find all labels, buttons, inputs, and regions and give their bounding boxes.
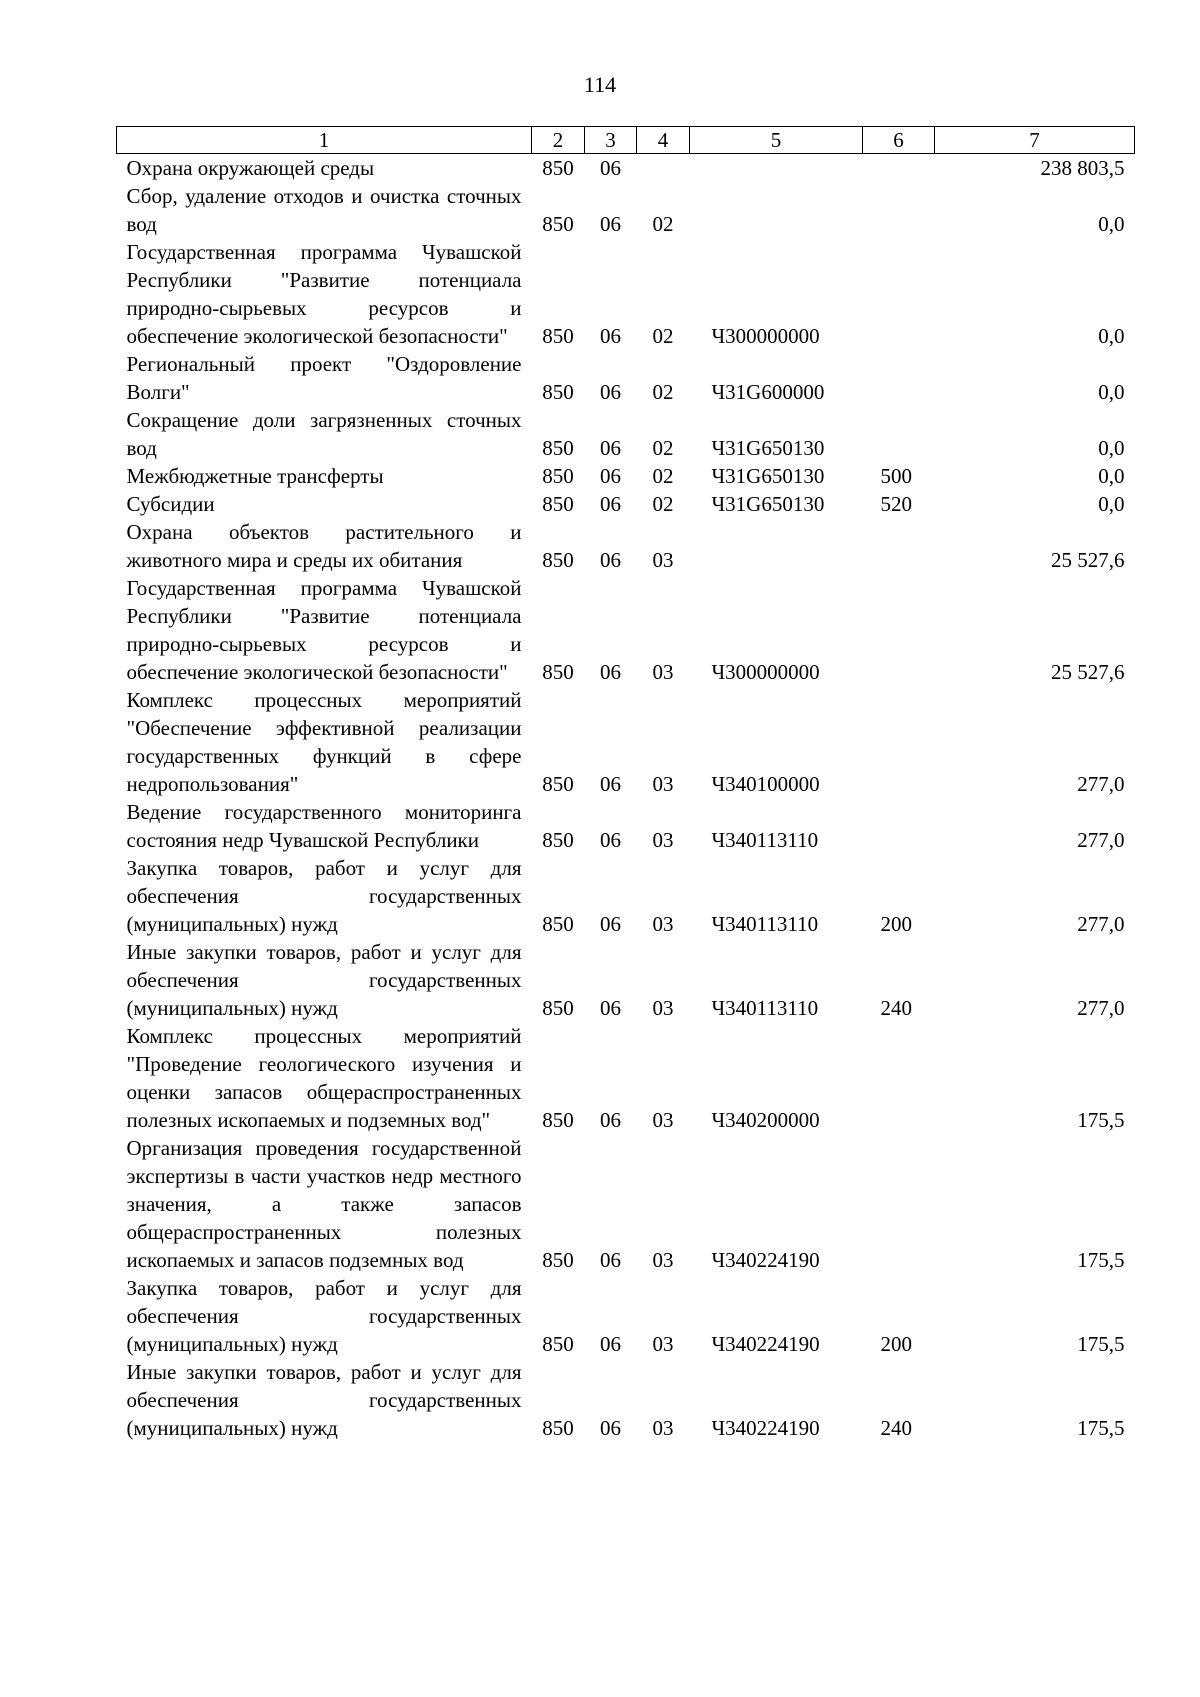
row-expense-type bbox=[863, 686, 935, 798]
row-subsection: 02 bbox=[652, 464, 674, 488]
row-amount: 0,0 bbox=[1098, 380, 1125, 404]
row-target-article: Ч340224190 bbox=[711, 1248, 820, 1272]
row-expense-type bbox=[863, 798, 935, 854]
row-subsection: 03 bbox=[652, 1108, 674, 1132]
row-target-article: Ч340224190 bbox=[711, 1332, 820, 1356]
row-name: Комплекс процессных мероприятий "Проведение геологического изучения и оценки запасов общераспространенных полезных ископаемых и подземных вод" bbox=[126, 1024, 522, 1132]
row-name: Закупка товаров, работ и услуг для обеспечения государственных (муниципальных) нужд bbox=[126, 1276, 522, 1356]
header-col-4: 4 bbox=[637, 127, 690, 154]
row-name: Охрана объектов растительного и животного мира и среды их обитания bbox=[126, 520, 522, 572]
row-amount: 238 803,5 bbox=[1040, 156, 1125, 180]
row-section: 06 bbox=[600, 1248, 621, 1272]
row-name: Сбор, удаление отходов и очистка сточных вод bbox=[126, 184, 522, 236]
row-name: Государственная программа Чувашской Республики "Развитие потенциала природно-сырьевых ресурсов и обеспечение экологической безопасности" bbox=[126, 576, 522, 684]
row-expense-type bbox=[863, 1134, 935, 1274]
row-name: Сокращение доли загрязненных сточных вод bbox=[126, 408, 522, 460]
row-target-article bbox=[690, 154, 863, 183]
row-amount: 277,0 bbox=[1077, 996, 1125, 1020]
row-section: 06 bbox=[600, 772, 621, 796]
row-section: 06 bbox=[600, 492, 621, 516]
row-admin-code: 850 bbox=[542, 436, 574, 460]
row-section: 06 bbox=[600, 156, 621, 180]
row-expense-type bbox=[863, 1022, 935, 1134]
row-target-article: Ч340113110 bbox=[711, 912, 819, 936]
header-col-5: 5 bbox=[690, 127, 863, 154]
row-section: 06 bbox=[600, 912, 621, 936]
row-expense-type: 500 bbox=[880, 464, 912, 488]
row-name: Комплекс процессных мероприятий "Обеспечение эффективной реализации государственных функций в сфере недропользования" bbox=[126, 688, 522, 796]
row-expense-type: 200 bbox=[880, 912, 912, 936]
row-expense-type: 240 bbox=[880, 996, 912, 1020]
row-expense-type bbox=[863, 406, 935, 462]
row-name: Иные закупки товаров, работ и услуг для обеспечения государственных (муниципальных) нужд bbox=[126, 940, 522, 1020]
row-section: 06 bbox=[600, 1332, 621, 1356]
row-admin-code: 850 bbox=[542, 492, 574, 516]
row-subsection: 02 bbox=[652, 212, 674, 236]
row-target-article: Ч300000000 bbox=[711, 660, 820, 684]
row-name: Закупка товаров, работ и услуг для обеспечения государственных (муниципальных) нужд bbox=[126, 856, 522, 936]
table-row bbox=[117, 798, 1135, 854]
row-section: 06 bbox=[600, 436, 621, 460]
row-section: 06 bbox=[600, 1416, 621, 1440]
row-target-article: Ч31G600000 bbox=[711, 380, 825, 404]
row-target-article: Ч31G650130 bbox=[711, 436, 825, 460]
row-subsection: 03 bbox=[652, 996, 674, 1020]
table-row bbox=[117, 406, 1135, 462]
table-row bbox=[117, 1022, 1135, 1134]
row-amount: 277,0 bbox=[1077, 912, 1125, 936]
row-admin-code: 850 bbox=[542, 324, 574, 348]
row-target-article: Ч340113110 bbox=[711, 996, 819, 1020]
row-target-article: Ч31G650130 bbox=[711, 492, 825, 516]
row-expense-type bbox=[863, 238, 935, 350]
row-subsection: 03 bbox=[652, 660, 674, 684]
row-subsection: 03 bbox=[652, 828, 674, 852]
row-subsection: 02 bbox=[652, 324, 674, 348]
row-section: 06 bbox=[600, 828, 621, 852]
row-subsection: 03 bbox=[652, 1416, 674, 1440]
table-row bbox=[117, 350, 1135, 406]
row-admin-code: 850 bbox=[542, 912, 574, 936]
row-subsection: 03 bbox=[652, 912, 674, 936]
row-target-article: Ч300000000 bbox=[711, 324, 820, 348]
row-target-article bbox=[690, 182, 863, 238]
row-admin-code: 850 bbox=[542, 1332, 574, 1356]
row-subsection: 02 bbox=[652, 380, 674, 404]
row-expense-type bbox=[863, 182, 935, 238]
row-subsection: 02 bbox=[652, 436, 674, 460]
row-target-article: Ч340224190 bbox=[711, 1416, 820, 1440]
header-col-2: 2 bbox=[532, 127, 585, 154]
table-row bbox=[117, 154, 1135, 183]
row-amount: 277,0 bbox=[1077, 772, 1125, 796]
header-row bbox=[117, 127, 1135, 154]
row-name: Организация проведения государственной экспертизы в части участков недр местного значения, а также запасов общераспространенных полезных ископаемых и запасов подземных вод bbox=[126, 1136, 522, 1272]
row-subsection: 03 bbox=[652, 1248, 674, 1272]
row-admin-code: 850 bbox=[542, 380, 574, 404]
row-name: Государственная программа Чувашской Республики "Развитие потенциала природно-сырьевых ресурсов и обеспечение экологической безопасности" bbox=[126, 240, 522, 348]
row-admin-code: 850 bbox=[542, 1416, 574, 1440]
table-row bbox=[117, 518, 1135, 574]
table-row bbox=[117, 574, 1135, 686]
row-admin-code: 850 bbox=[542, 548, 574, 572]
row-amount: 25 527,6 bbox=[1051, 660, 1125, 684]
row-amount: 0,0 bbox=[1098, 212, 1125, 236]
page-number: 114 bbox=[583, 72, 617, 97]
row-amount: 0,0 bbox=[1098, 492, 1125, 516]
table-row bbox=[117, 938, 1135, 1022]
row-expense-type: 240 bbox=[880, 1416, 912, 1440]
row-section: 06 bbox=[600, 1108, 621, 1132]
table-row bbox=[117, 854, 1135, 938]
row-section: 06 bbox=[600, 548, 621, 572]
row-admin-code: 850 bbox=[542, 996, 574, 1020]
table-row bbox=[117, 686, 1135, 798]
row-amount: 175,5 bbox=[1077, 1332, 1125, 1356]
row-name: Охрана окружающей среды bbox=[126, 156, 375, 180]
row-subsection: 03 bbox=[652, 1332, 674, 1356]
row-expense-type bbox=[863, 518, 935, 574]
row-amount: 175,5 bbox=[1077, 1108, 1125, 1132]
header-col-6: 6 bbox=[863, 127, 935, 154]
table-row bbox=[117, 1134, 1135, 1274]
row-name: Ведение государственного мониторинга состояния недр Чувашской Республики bbox=[126, 800, 522, 852]
row-target-article: Ч340200000 bbox=[711, 1108, 820, 1132]
row-amount: 0,0 bbox=[1098, 464, 1125, 488]
row-section: 06 bbox=[600, 212, 621, 236]
row-section: 06 bbox=[600, 660, 621, 684]
row-amount: 277,0 bbox=[1077, 828, 1125, 852]
row-admin-code: 850 bbox=[542, 156, 574, 180]
header-col-7: 7 bbox=[935, 127, 1135, 154]
row-expense-type bbox=[863, 350, 935, 406]
row-subsection: 03 bbox=[652, 772, 674, 796]
row-admin-code: 850 bbox=[542, 772, 574, 796]
row-amount: 175,5 bbox=[1077, 1416, 1125, 1440]
row-expense-type bbox=[863, 154, 935, 183]
table-body bbox=[117, 154, 1135, 1443]
row-section: 06 bbox=[600, 324, 621, 348]
table-row bbox=[117, 238, 1135, 350]
row-target-article bbox=[690, 518, 863, 574]
row-subsection: 02 bbox=[652, 492, 674, 516]
table-row bbox=[117, 182, 1135, 238]
table-row bbox=[117, 1358, 1135, 1442]
row-admin-code: 850 bbox=[542, 1108, 574, 1132]
row-name: Субсидии bbox=[126, 492, 215, 516]
row-expense-type: 200 bbox=[880, 1332, 912, 1356]
row-subsection: 03 bbox=[652, 548, 674, 572]
row-admin-code: 850 bbox=[542, 464, 574, 488]
row-admin-code: 850 bbox=[542, 660, 574, 684]
header-col-1: 1 bbox=[117, 127, 532, 154]
row-amount: 0,0 bbox=[1098, 436, 1125, 460]
row-admin-code: 850 bbox=[542, 828, 574, 852]
table-row bbox=[117, 1274, 1135, 1358]
row-admin-code: 850 bbox=[542, 1248, 574, 1272]
row-admin-code: 850 bbox=[542, 212, 574, 236]
budget-table bbox=[116, 126, 1135, 1442]
row-amount: 25 527,6 bbox=[1051, 548, 1125, 572]
row-target-article: Ч31G650130 bbox=[711, 464, 825, 488]
row-target-article: Ч340100000 bbox=[711, 772, 820, 796]
row-section: 06 bbox=[600, 380, 621, 404]
row-section: 06 bbox=[600, 464, 621, 488]
row-section: 06 bbox=[600, 996, 621, 1020]
header-col-3: 3 bbox=[585, 127, 637, 154]
table-row bbox=[117, 490, 1135, 518]
table-row bbox=[117, 462, 1135, 490]
row-target-article: Ч340113110 bbox=[711, 828, 819, 852]
row-name: Иные закупки товаров, работ и услуг для обеспечения государственных (муниципальных) нужд bbox=[126, 1360, 522, 1440]
row-expense-type bbox=[863, 574, 935, 686]
row-name: Региональный проект "Оздоровление Волги" bbox=[126, 352, 522, 404]
row-expense-type: 520 bbox=[880, 492, 912, 516]
row-amount: 0,0 bbox=[1098, 324, 1125, 348]
row-subsection bbox=[637, 154, 690, 183]
row-name: Межбюджетные трансферты bbox=[126, 464, 384, 488]
row-amount: 175,5 bbox=[1077, 1248, 1125, 1272]
table-header bbox=[117, 127, 1135, 154]
